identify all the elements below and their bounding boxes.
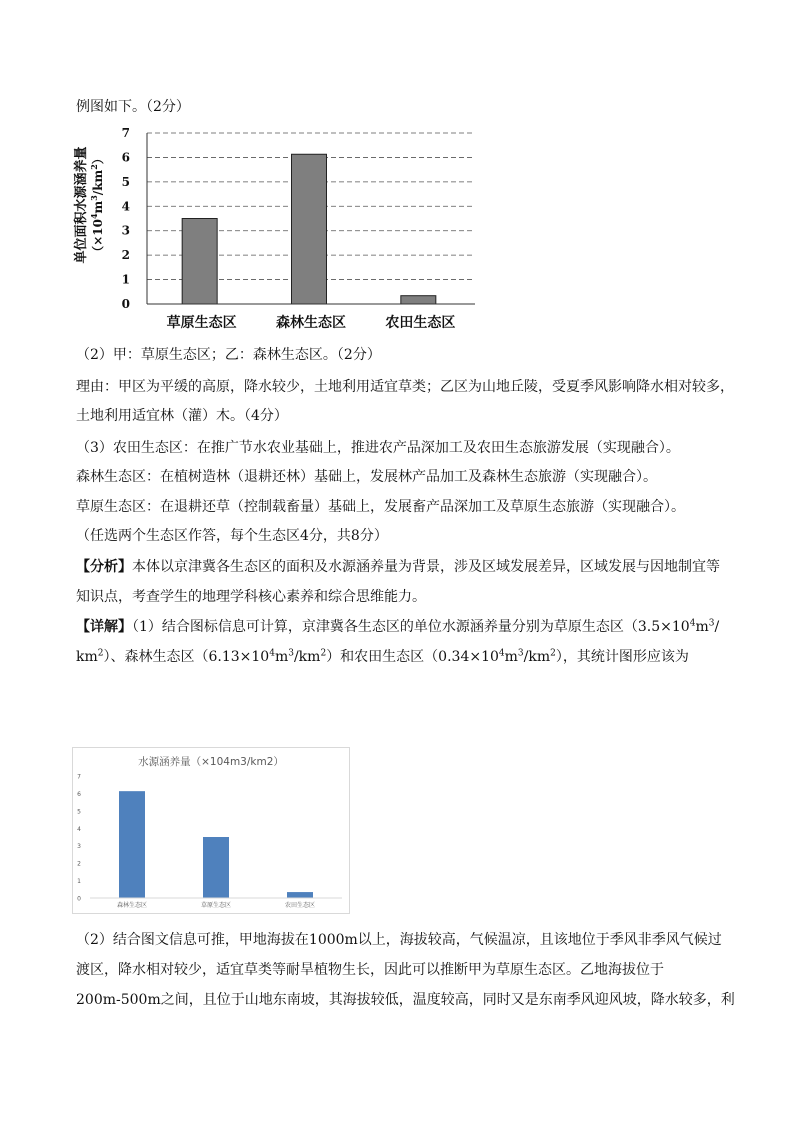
chart1-x-labels [167, 314, 456, 331]
ans3-farm-line: （3）农田生态区：在推广节水农业基础上，推进农产品深加工及农田生态旅游发展（实现融合）。 [76, 440, 680, 456]
ans2-line: （2）甲：草原生态区；乙：森林生态区。（2分） [76, 347, 381, 363]
analysis-line-2: 知识点，考查学生的地理学科核心素养和综合思维能力。 [76, 589, 426, 605]
ans3-note-line: （任选两个生态区作答，每个生态区4分，共8分） [76, 528, 388, 544]
chart2-bar [287, 892, 313, 898]
chart1-y-tick-labels [122, 126, 130, 311]
chart1-y-tick: 5 [121, 174, 130, 189]
chart2-x-label: 农田生态区 [284, 902, 316, 909]
intro-line: 例图如下。（2分） [76, 99, 190, 115]
reason-line-1: 理由：甲区为平缓的高原，降水较少，土地利用适宜草类；乙区为山地丘陵，受夏季风影响降水相对较多， [76, 379, 734, 395]
chart2-title: 水源涵养量（×104m3/km2） [138, 756, 284, 768]
detail2-line-1: （2）结合图文信息可推，甲地海拔在1000m以上，海拔较高，气候温凉，且该地位于季风非季风气候过 [76, 932, 722, 948]
chart2-y-tick: 0 [77, 895, 81, 903]
chart1-bars [182, 154, 436, 304]
chart2-y-tick: 7 [77, 773, 81, 781]
chart1-ylabel [73, 146, 89, 263]
detail-line-1: 【详解】（1）结合图标信息可计算，京津冀各生态区的单位水源涵养量分别为草原生态区（$3.5\times 10^4m^3/$ [76, 618, 720, 635]
chart2-x-label: 草原生态区 [200, 902, 232, 909]
chart1-y-tick: 1 [121, 272, 130, 287]
ans3-grass-line: 草原生态区：在退耕还草（控制载畜量）基础上，发展畜产品深加工及草原生态旅游（实现融合）。 [76, 499, 685, 515]
ans3-forest-line: 森林生态区：在植树造林（退耕还林）基础上，发展林产品加工及森林生态旅游（实现融合）。 [76, 469, 657, 485]
chart1-bar [292, 154, 327, 304]
detail-line-2: $km^2$）、森林生态区$(6.13\times 10^4m^3/km^2)$和农田生态区$(0.34\times 10^4m^3/km^2)$，其统计图形应该为 [76, 648, 689, 665]
detail-tag: 【详解】 [76, 619, 132, 635]
chart1-x-label: 森林生态区 [276, 315, 346, 331]
chart1-y-tick: 6 [121, 150, 130, 165]
chart1-y-tick: 0 [121, 297, 130, 311]
chart2-y-tick: 4 [77, 825, 81, 833]
analysis-tag: 【分析】 [76, 559, 132, 575]
water-conservation-bar-chart [70, 125, 490, 335]
chart2-y-tick: 3 [77, 843, 81, 851]
chart1-ylabel-unit: $(\times 10^4m^3/km^2)$ [89, 152, 105, 258]
chart2-y-tick: 2 [77, 860, 81, 868]
chart1-y-tick: 2 [121, 248, 130, 263]
chart2-x-label: 森林生态区 [116, 902, 148, 909]
chart2-y-tick: 1 [77, 878, 81, 886]
chart2-bar [119, 791, 145, 898]
chart2-x-labels [117, 901, 315, 909]
reason-line-2: 土地利用适宜林（灌）木。（4分） [76, 408, 288, 424]
detail2-line-3: 200m-500m之间，且位于山地东南坡，其海拔较低，温度较高，同时又是东南季风迎风坡，降水较多，利 [76, 992, 735, 1008]
chart1-bar [401, 296, 436, 304]
analysis-text-1: 本体以京津冀各生态区的面积及水源涵养量为背景，涉及区域发展差异，区域发展与因地制宜等 [132, 559, 720, 575]
chart2-y-tick: 6 [77, 790, 81, 798]
chart1-y-tick: 4 [121, 199, 130, 214]
chart1-bar [182, 219, 217, 305]
chart2-bar [203, 837, 229, 898]
chart1-ylabel-main: 单位面积水源涵养量 [74, 146, 89, 264]
chart1-y-tick: 3 [121, 223, 130, 238]
analysis-line-1 [76, 557, 720, 577]
chart2-y-tick: 5 [77, 808, 81, 816]
chart1-x-label: 农田生态区 [385, 315, 456, 331]
chart1-y-tick: 7 [121, 126, 130, 140]
excel-water-conservation-chart [72, 747, 352, 915]
chart1-x-label: 草原生态区 [166, 315, 237, 331]
detail2-line-2: 渡区，降水相对较少，适宜草类等耐旱植物生长，因此可以推断甲为草原生态区。乙地海拔位于 [76, 962, 664, 978]
